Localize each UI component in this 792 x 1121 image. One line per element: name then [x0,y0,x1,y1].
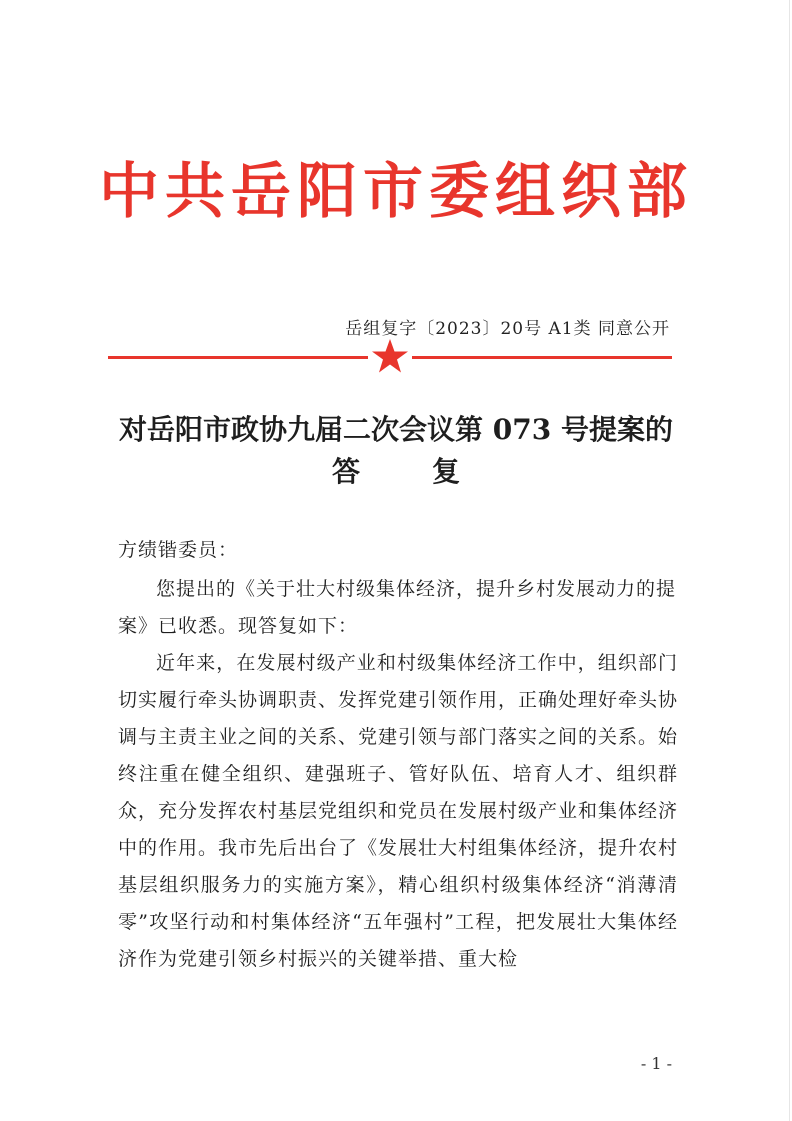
header-rule-right [412,356,672,359]
header-rule-left [108,356,368,359]
salutation: 方绩锴委员： [118,539,239,561]
document-title-line-2 [0,452,792,492]
issuing-organization-header: 中共岳阳市委组织部 [99,157,693,227]
title-char-da: 答 [331,455,360,488]
document-number: 岳组复字〔2023〕20号 A1类 同意公开 [345,319,670,339]
star-icon [370,336,410,376]
paragraph-2: 近年来，在发展村级产业和村级集体经济工作中，组织部门切实履行牵头协调职责、发挥党建引领作用，正确处理好牵头协调与主责主业之间的关系、党建引领与部门落实之间的关系。始终注重在健全组织、建强班子、管好队伍、培育人才、组织群众，充分发挥农村基层党组织和党员在发展村级产业和集体经济中的作用。我市先后出台了《发展壮大村组集体经济，提升农村基层组织服务力的实施方案》，精心组织村级集体经济“消薄清零”攻坚行动和村集体经济“五年强村”工程，把发展壮大集体经济作为党建引领乡村振兴的关键举措、重大检 [118,652,679,970]
document-title-line-1: 对岳阳市政协九届二次会议第 073 号提案的 [119,413,673,446]
page-number: - 1 - [640,1054,672,1073]
paragraph-1: 您提出的《关于壮大村级集体经济，提升乡村发展动力的提案》已收悉。现答复如下： [118,578,677,637]
title-char-fu: 复 [432,455,461,488]
